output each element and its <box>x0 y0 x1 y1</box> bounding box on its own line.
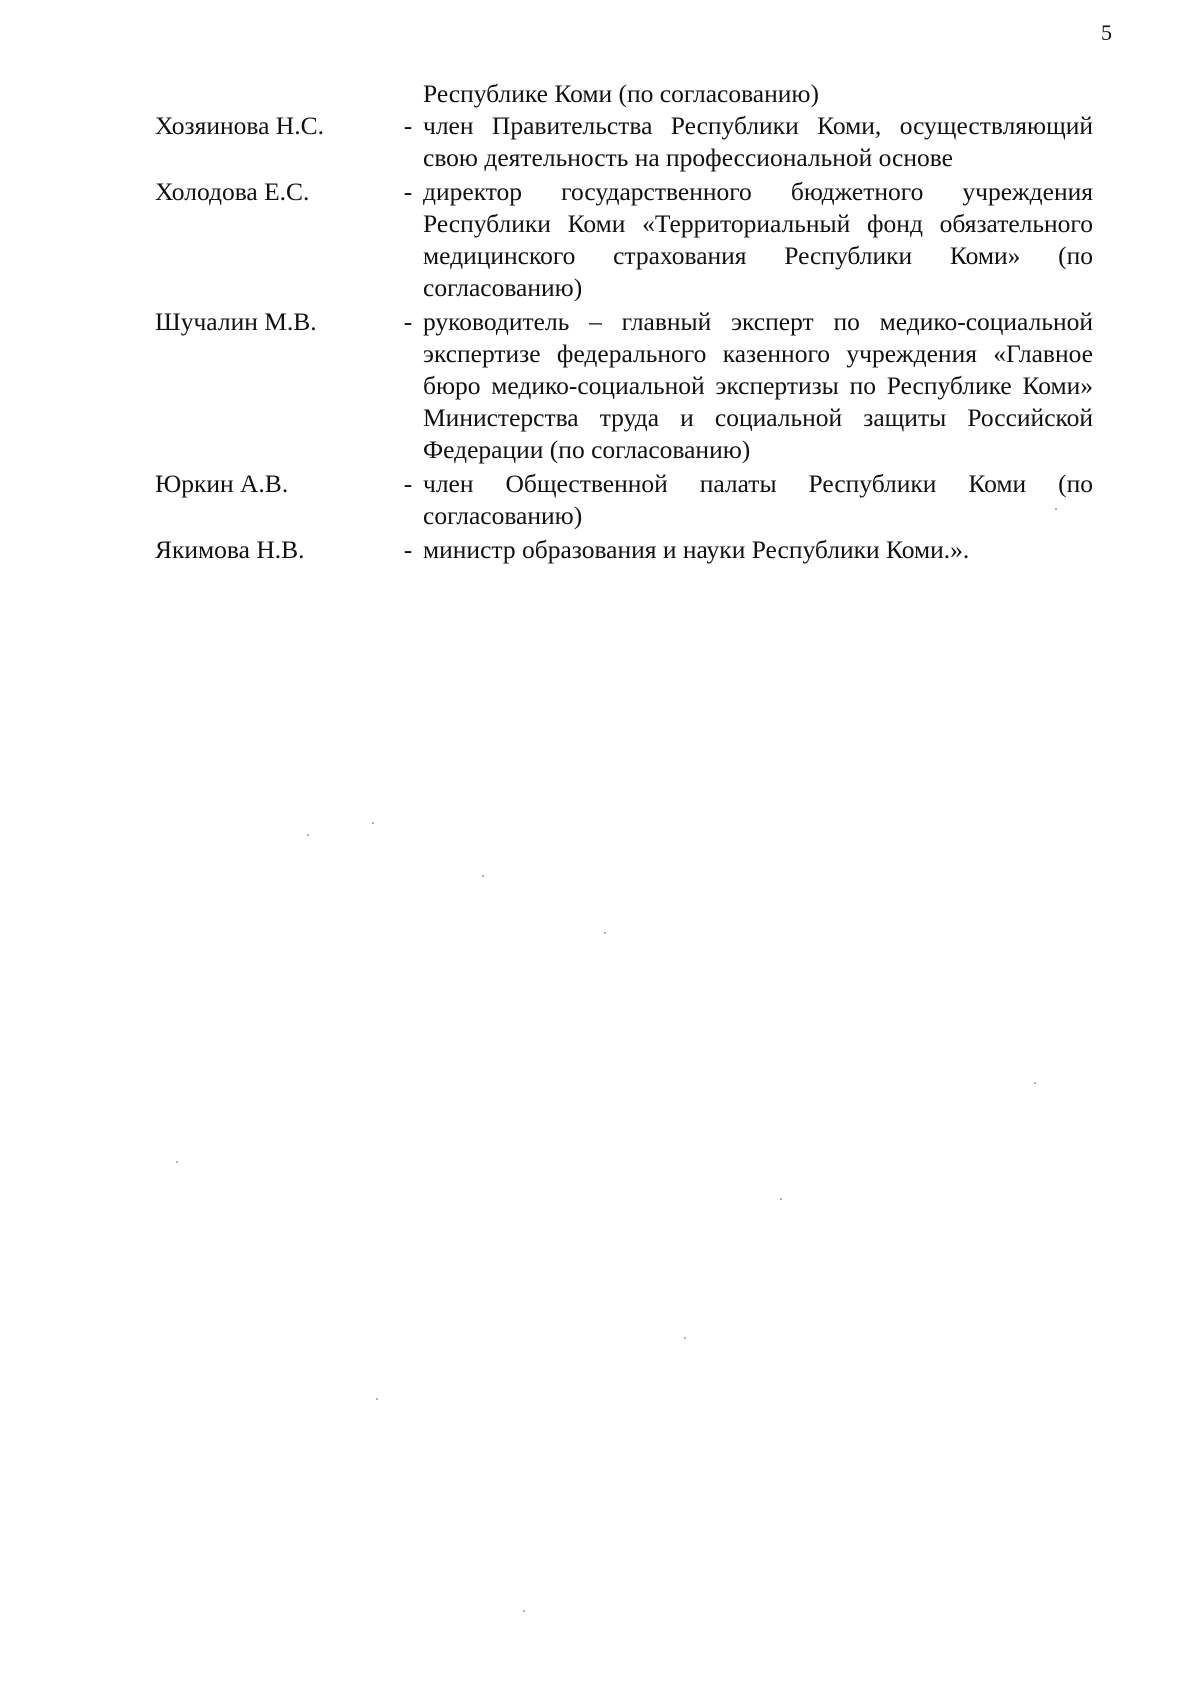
member-dash: - <box>403 307 413 336</box>
member-dash: - <box>403 469 413 498</box>
member-name: Шучалин М.В. <box>155 307 317 336</box>
member-row <box>155 534 1100 566</box>
scan-speck <box>604 932 606 934</box>
page-number: 5 <box>1101 20 1112 45</box>
scan-speck <box>684 1337 686 1339</box>
member-row <box>155 110 1100 174</box>
scan-speck <box>307 834 309 836</box>
member-name: Якимова Н.В. <box>155 535 305 564</box>
member-row <box>155 176 1100 304</box>
member-description: директор государственного бюджетного учреждения Республики Коми «Территориальный фонд обязательного медицинского страхования Республики Коми» (по согласованию) <box>423 177 1093 302</box>
scan-speck <box>376 1398 378 1400</box>
member-description: член Общественной палаты Республики Коми (по согласованию) <box>423 469 1093 530</box>
member-description: министр образования и науки Республики Коми.». <box>423 535 970 564</box>
member-name: Холодова Е.С. <box>155 177 310 206</box>
scan-speck <box>1055 508 1057 510</box>
member-name: Юркин А.В. <box>155 469 289 498</box>
member-row <box>155 468 1100 532</box>
continuation-text: Республике Коми (по согласованию) <box>423 79 819 108</box>
member-dash: - <box>403 535 413 564</box>
member-dash: - <box>403 177 413 206</box>
continuation-row <box>155 78 1100 110</box>
member-row <box>155 306 1100 466</box>
scan-speck <box>482 875 484 877</box>
scan-speck <box>780 1198 782 1200</box>
member-dash: - <box>403 111 413 140</box>
member-description: член Правительства Республики Коми, осуществляющий свою деятельность на профессиональной основе <box>423 111 1093 172</box>
scan-speck <box>372 822 374 824</box>
scan-speck <box>176 1161 178 1163</box>
scan-speck <box>523 1610 525 1612</box>
member-description: руководитель – главный эксперт по медико-социальной экспертизе федерального казенного учреждения «Главное бюро медико-социальной экспертизы по Республике Коми» Министерства труда и социальной защиты Российской Федерации (по согласованию) <box>423 307 1093 464</box>
members-list <box>155 78 1100 568</box>
scan-speck <box>1034 1082 1036 1084</box>
member-name: Хозяинова Н.С. <box>155 111 324 140</box>
